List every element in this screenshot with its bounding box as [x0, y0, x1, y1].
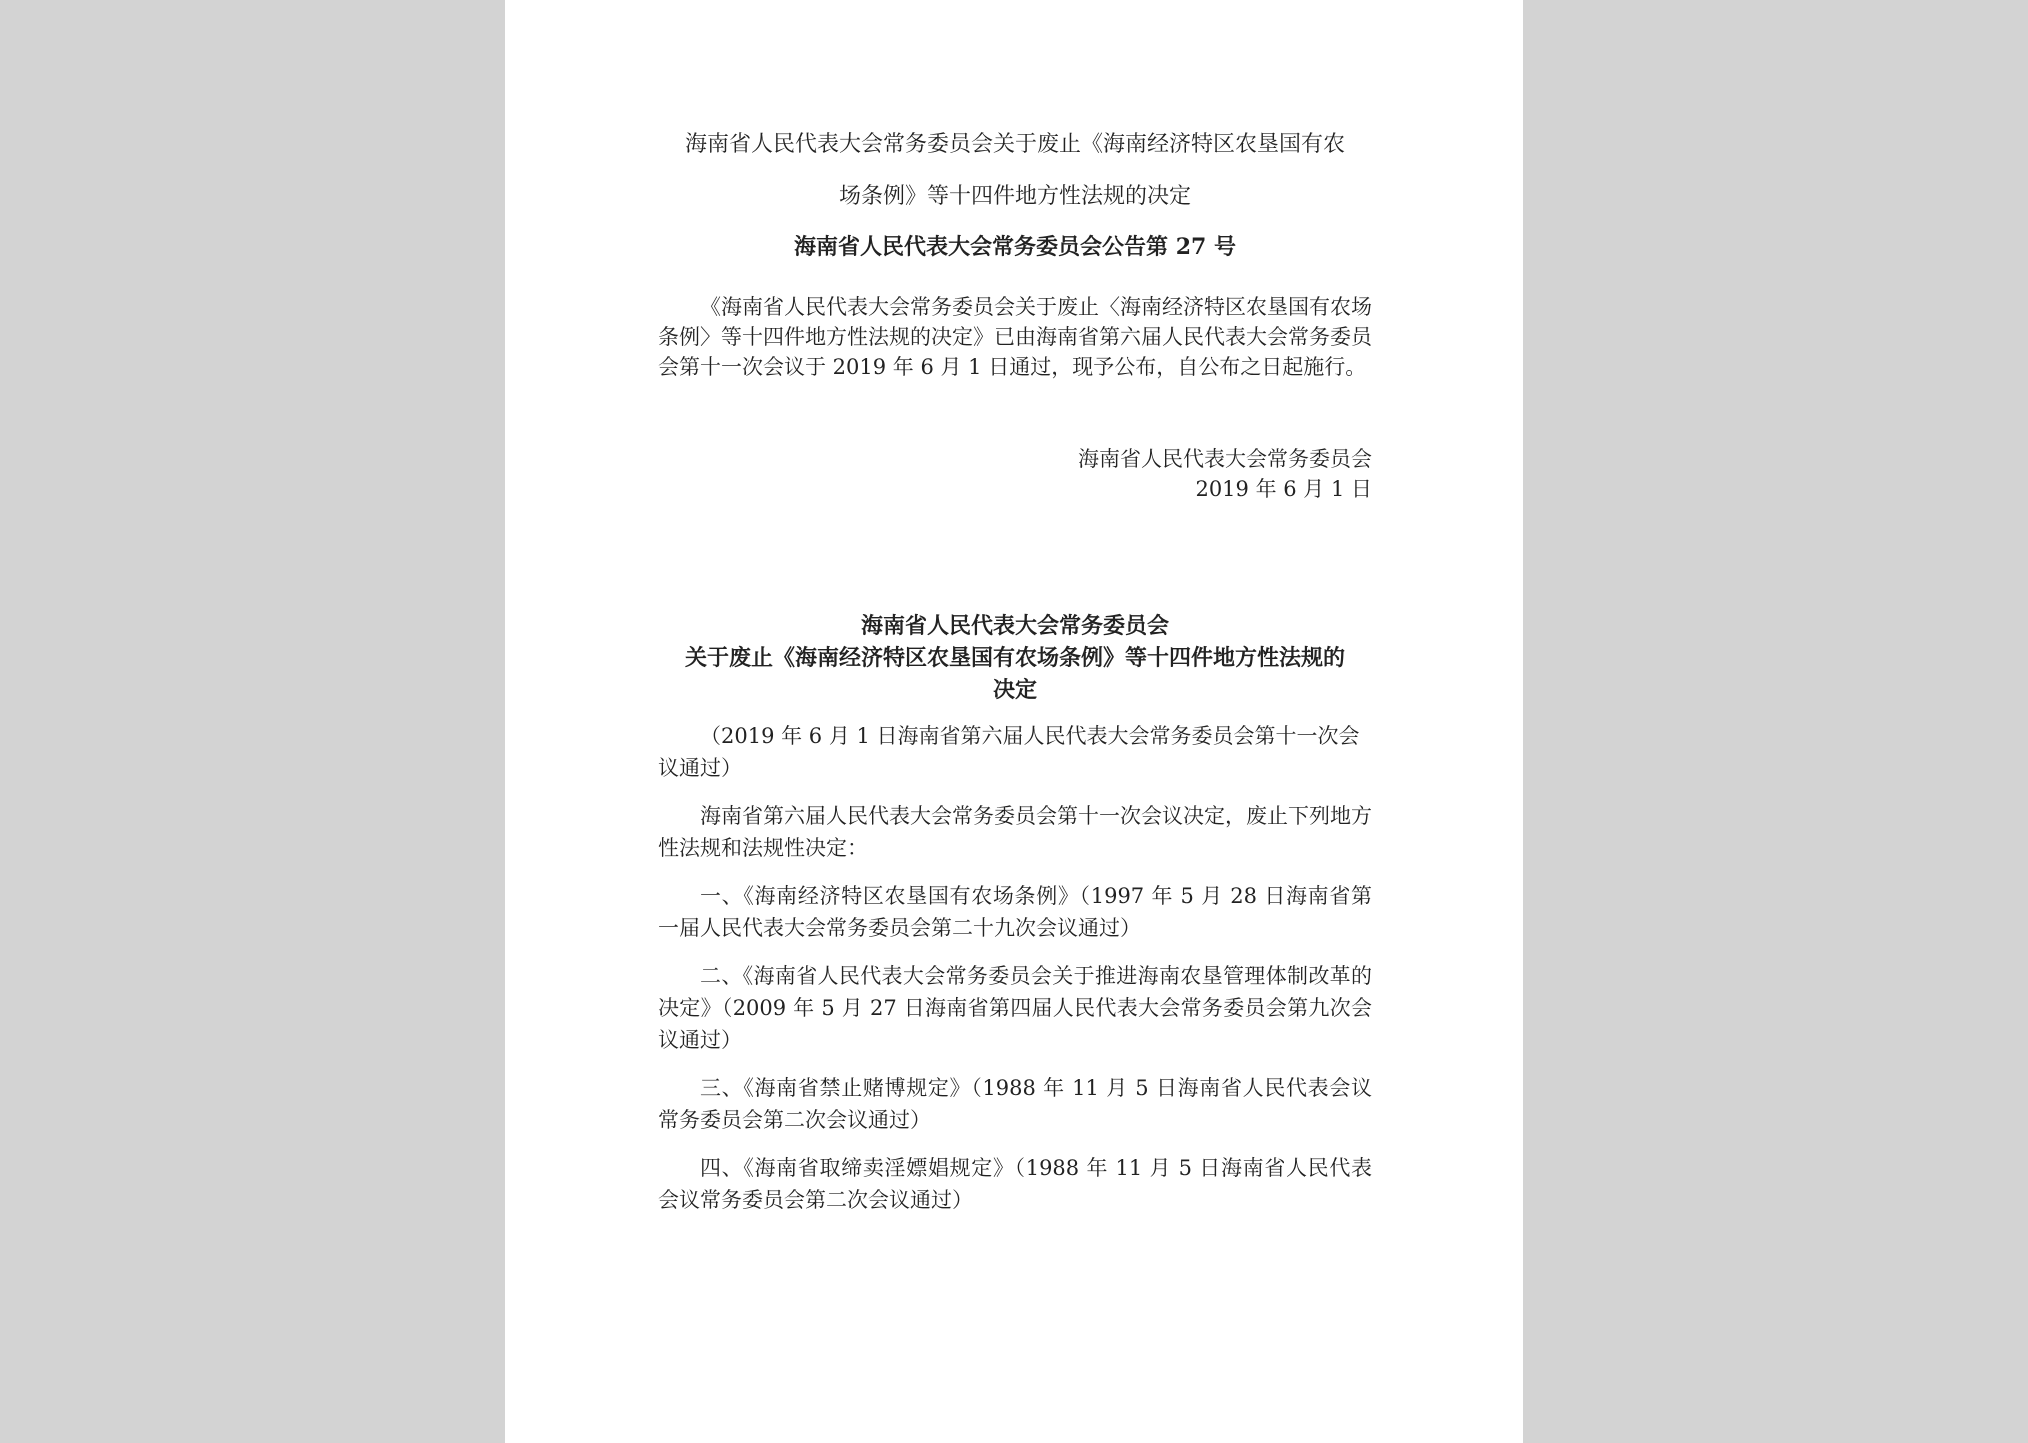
list-item: 一、《海南经济特区农垦国有农场条例》（1997 年 5 月 28 日海南省第一届人民代表大会常务委员会第二十九次会议通过） [658, 884, 1372, 940]
document-page [505, 0, 1523, 1443]
decision-title-line-3: 决定 [992, 677, 1037, 703]
notice-number: 海南省人民代表大会常务委员会公告第 27 号 [794, 234, 1236, 260]
list-item: 二、《海南省人民代表大会常务委员会关于推进海南农垦管理体制改革的决定》（2009 年 5 月 27 日海南省第四届人民代表大会常务委员会第九次会议通过） [658, 964, 1372, 1052]
decision-title-line-2: 关于废止《海南经济特区农垦国有农场条例》等十四件地方性法规的 [684, 645, 1345, 671]
signature-org: 海南省人民代表大会常务委员会 [1078, 447, 1372, 471]
page-content [658, 130, 1372, 1232]
decision-title-line-1: 海南省人民代表大会常务委员会 [860, 613, 1169, 639]
decision-intro: 海南省第六届人民代表大会常务委员会第十一次会议决定，废止下列地方性法规和法规性决定： [658, 804, 1372, 860]
passed-note: （2019 年 6 月 1 日海南省第六届人民代表大会常务委员会第十一次会议通过） [658, 724, 1360, 780]
document-title-line-2: 场条例》等十四件地方性法规的决定 [838, 184, 1191, 209]
list-item: 三、《海南省禁止赌博规定》（1988 年 11 月 5 日海南省人民代表会议常务委员会第二次会议通过） [658, 1076, 1372, 1132]
signature-date: 2019 年 6 月 1 日 [1195, 477, 1372, 501]
list-item: 四、《海南省取缔卖淫嫖娼规定》（1988 年 11 月 5 日海南省人民代表会议常务委员会第二次会议通过） [658, 1156, 1372, 1212]
document-title-line-1: 海南省人民代表大会常务委员会关于废止《海南经济特区农垦国有农 [684, 132, 1345, 157]
notice-body: 《海南省人民代表大会常务委员会关于废止〈海南经济特区农垦国有农场条例〉等十四件地方性法规的决定》已由海南省第六届人民代表大会常务委员会第十一次会议于 2019 年 6 月 1 日通过，现予公布，自公布之日起施行。 [658, 295, 1372, 379]
